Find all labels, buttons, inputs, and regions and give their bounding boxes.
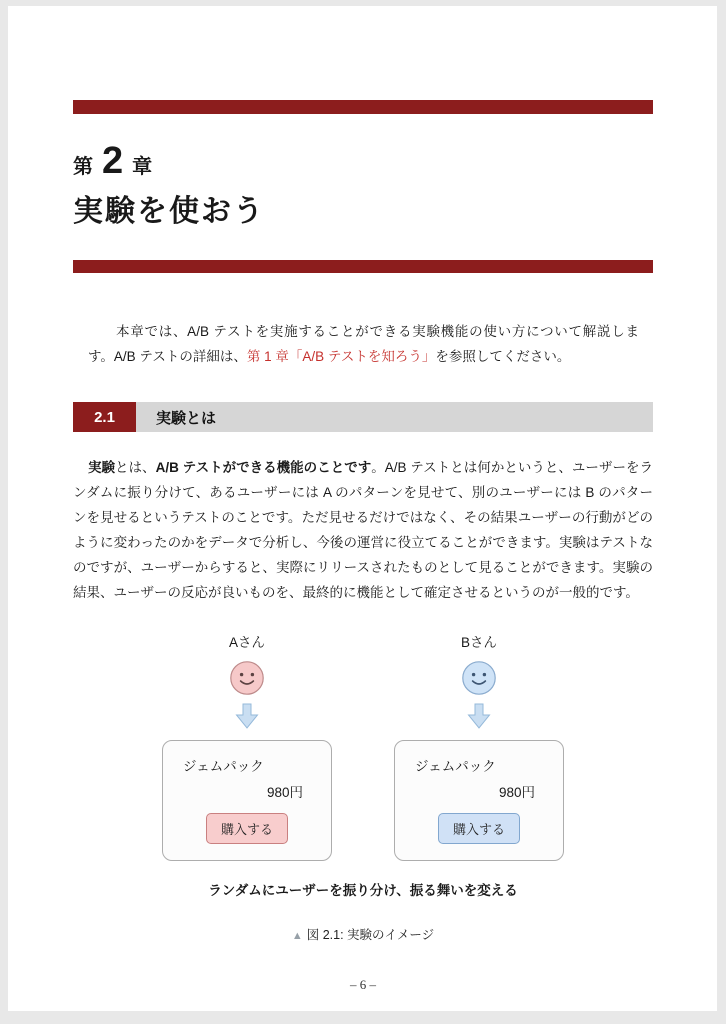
figure-2-1 — [73, 631, 653, 943]
down-arrow-icon — [467, 703, 491, 729]
page-content — [8, 6, 717, 993]
body-text-2: 。A/B テストとは何かというと、ユーザーをランダムに振り分けて、あるユーザーには A のパターンを見せて、別のユーザーには B のパターンを見せるというテストのことです。ただ見せるだけではなく、その結果ユーザーの行動がどのように変わったのかをデータで分析し、今後の運営に役立てることができます。実験はテストなのですが、ユーザーからすると、実際にリリースされたものとして見ることができます。実験の結果、ユーザーの反応が良いものを、最終的に機能として確定させるというのが一般的です。 — [73, 460, 653, 600]
section-number: 2.1 — [73, 402, 136, 432]
chapter-suffix: 章 — [132, 156, 153, 178]
user-a-face-icon — [229, 660, 265, 696]
product-name: ジェムパック — [415, 759, 496, 774]
down-arrow-icon — [235, 703, 259, 729]
buy-button-illustration-a: 購入する — [206, 813, 288, 844]
figure-annotation: ランダムにユーザーを振り分け、振る舞いを変える — [208, 883, 518, 898]
intro-paragraph — [88, 319, 639, 369]
chapter-number-line — [73, 142, 653, 180]
product-price: 980円 — [498, 785, 535, 800]
body-bold-1: 実験 — [88, 460, 116, 475]
user-a-label: Aさん — [228, 635, 265, 650]
variant-a-column — [162, 631, 332, 861]
body-paragraph — [73, 455, 653, 605]
variant-b-column — [394, 631, 564, 861]
product-card-a — [162, 740, 332, 861]
chapter-title: 実験を使おう — [73, 195, 265, 228]
product-card-b — [394, 740, 564, 861]
chapter-prefix: 第 — [73, 156, 93, 178]
user-b-face-icon — [461, 660, 497, 696]
figure-caption-text: 図 2.1: 実験のイメージ — [306, 928, 435, 942]
figure-caption — [73, 925, 653, 943]
document-page — [8, 6, 717, 1011]
product-price: 980円 — [266, 785, 303, 800]
page-number: – 6 – — [350, 977, 376, 992]
chapter-number: 2 — [102, 140, 124, 182]
section-title: 実験とは — [136, 402, 653, 432]
body-text-1: とは、 — [115, 460, 156, 475]
chapter-rule-top — [73, 100, 653, 114]
user-b-label: Bさん — [460, 635, 497, 650]
chapter-rule-bottom — [73, 260, 653, 273]
buy-button-illustration-b: 購入する — [438, 813, 520, 844]
section-heading — [73, 402, 653, 432]
intro-text-before: 本章では、A/B テストを実施することができる実験機能の使い方について解説します。A/B テストの詳細は、 — [88, 324, 639, 364]
figure-caption-marker-icon: ▲ — [291, 930, 303, 942]
chapter-1-link[interactable]: 第 1 章「A/B テストを知ろう」 — [246, 349, 436, 364]
body-bold-2: A/B テストができる機能のことです — [155, 460, 372, 475]
intro-text-after: を参照してください。 — [435, 349, 571, 364]
product-name: ジェムパック — [183, 759, 264, 774]
figure-variants — [73, 631, 653, 861]
